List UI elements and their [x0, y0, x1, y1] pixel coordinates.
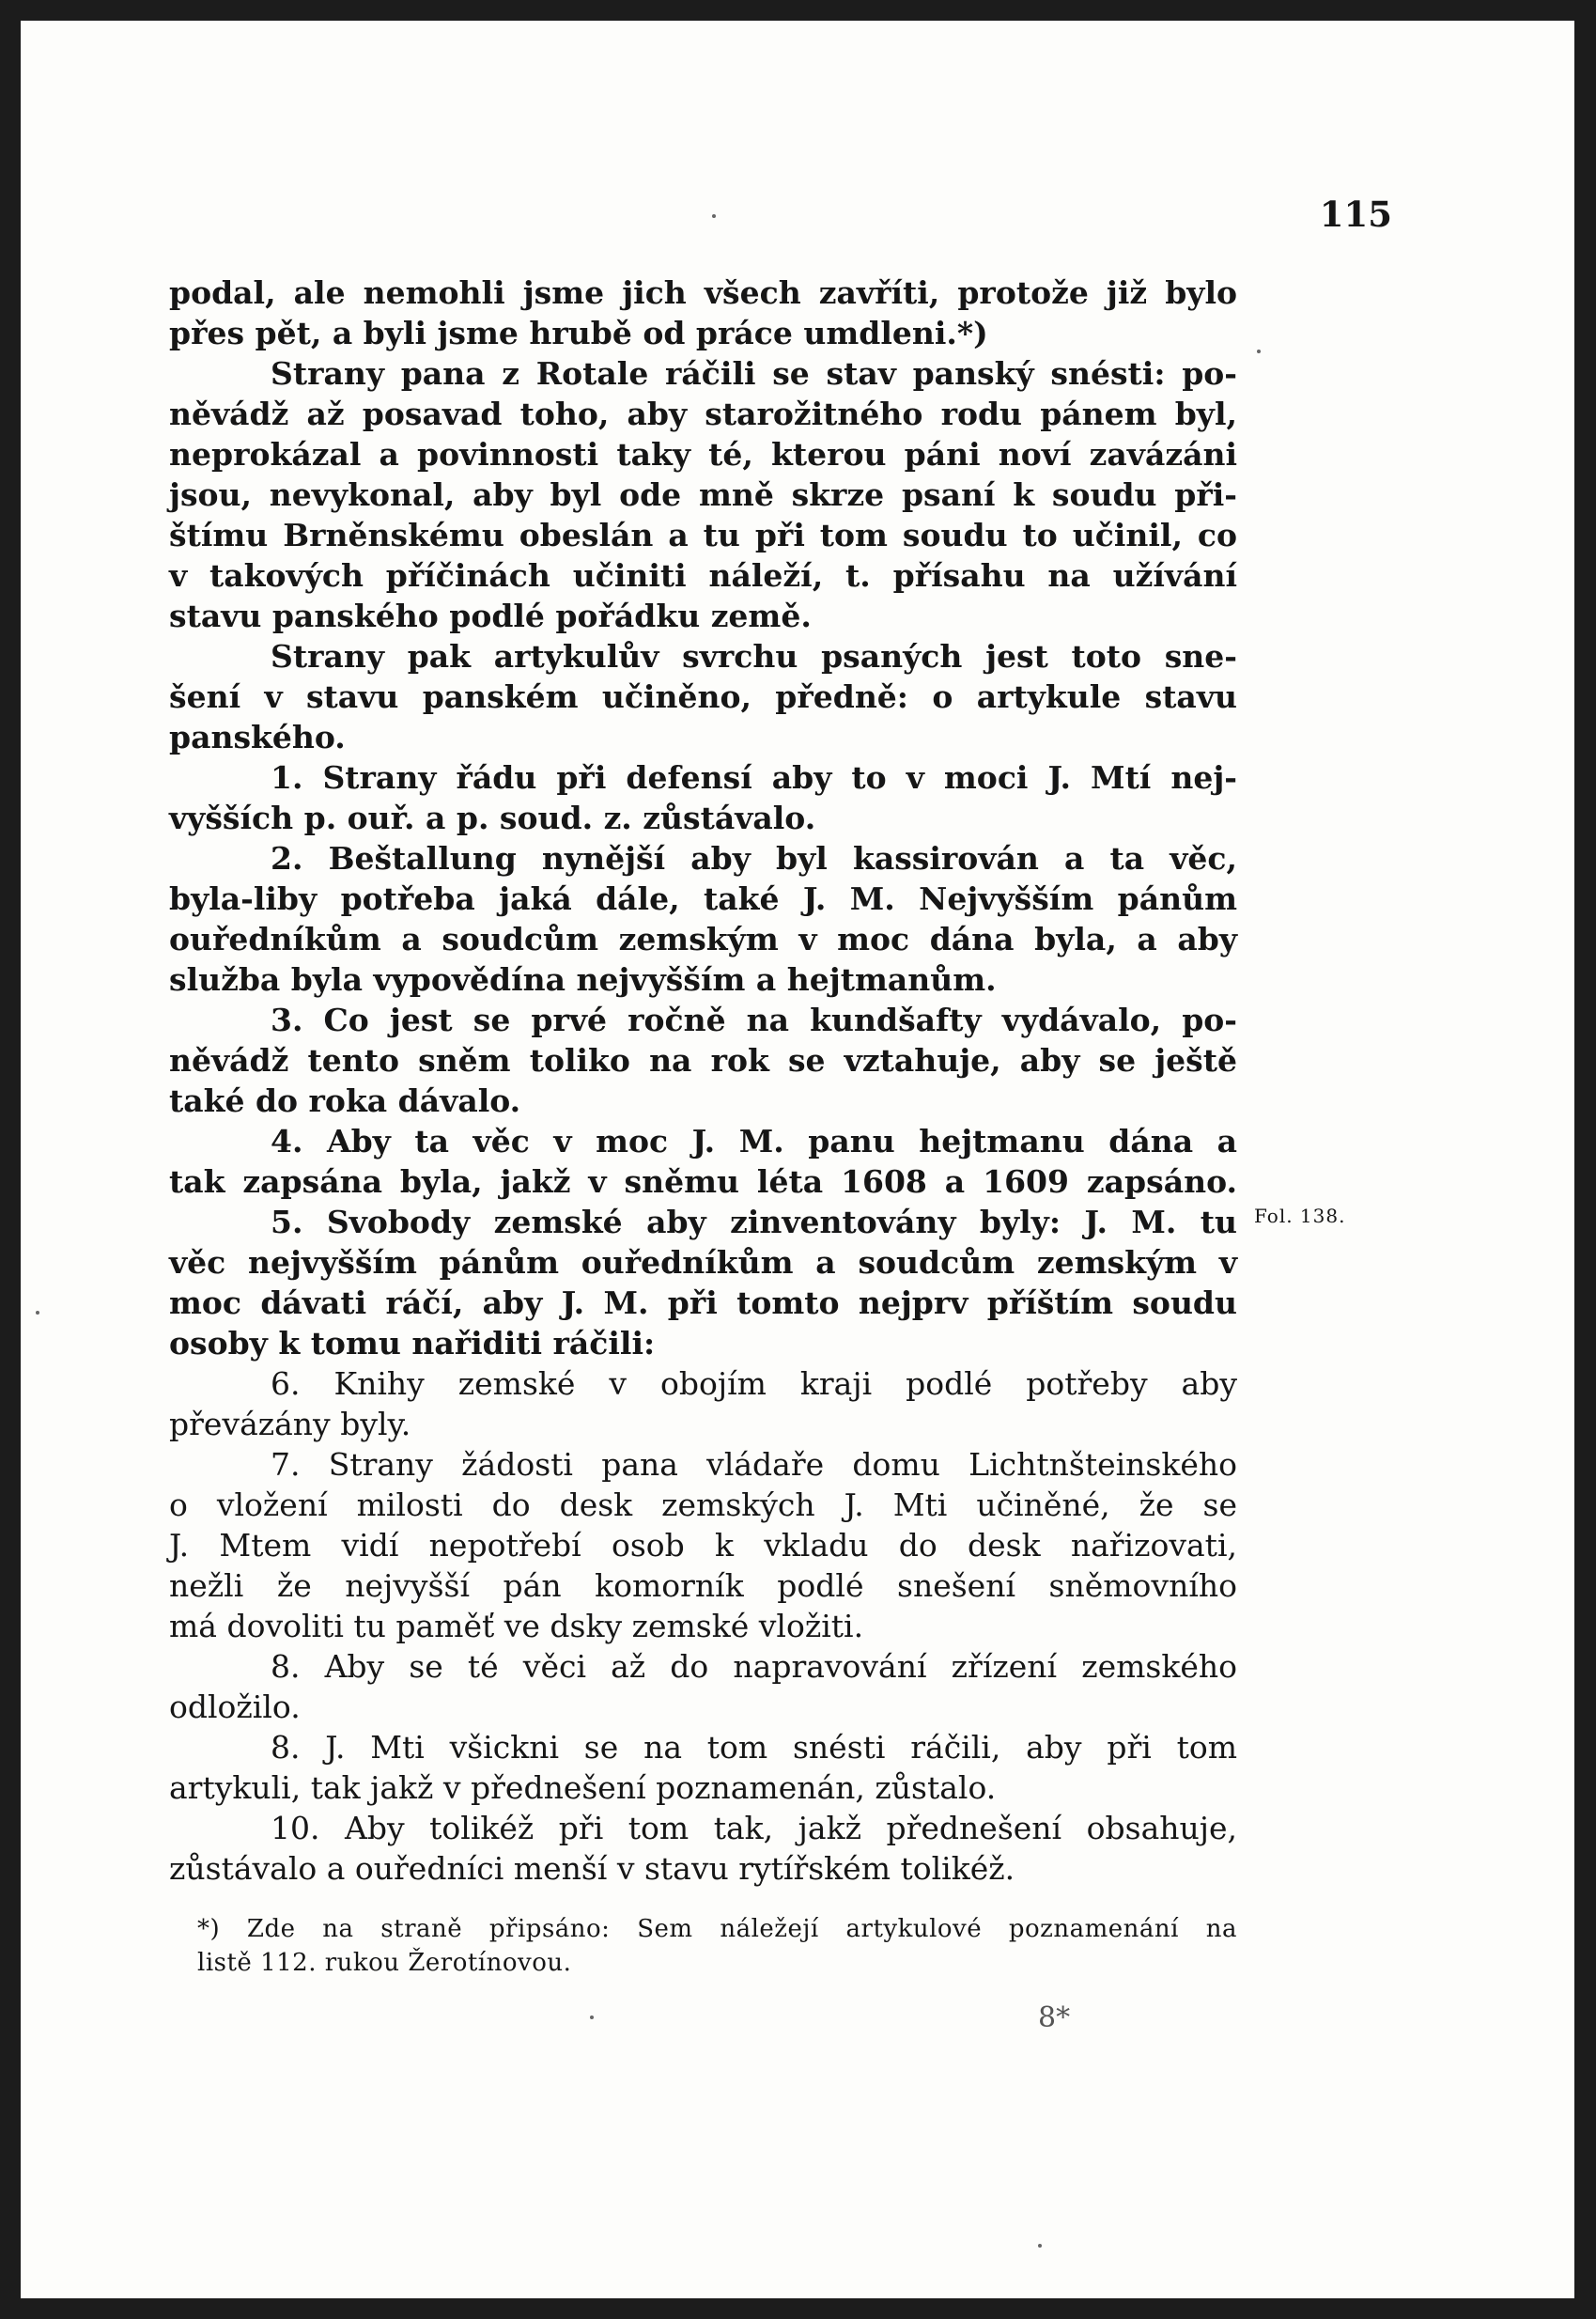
text-line: moc dávati ráčí, aby J. M. při tomto nejprv příštím soudu: [169, 1284, 1237, 1321]
text-line: věc nejvyšším pánům ouředníkům a soudcům zemským v: [169, 1244, 1237, 1281]
speck: [1257, 350, 1261, 353]
text-line: převázány byly.: [169, 1406, 411, 1442]
text-line: má dovoliti tu paměť ve dsky zemské vložiti.: [169, 1608, 864, 1644]
text-line: ouředníkům a soudcům zemským v moc dána byla, a aby: [169, 921, 1237, 957]
text-line: 8. J. Mti všickni se na tom snésti ráčili, aby při tom: [271, 1729, 1237, 1766]
text-line: nežli že nejvyšší pán komorník podlé snešení sněmovního: [169, 1567, 1237, 1604]
text-line: také do roka dávalo.: [169, 1082, 521, 1119]
text-line: 4. Aby ta věc v moc J. M. panu hejtmanu dána a: [271, 1123, 1237, 1160]
text-line: zůstávalo a ouředníci menší v stavu rytířském tolikéž.: [169, 1850, 1015, 1887]
text-line: 8. Aby se té věci až do napravování zřízení zemského: [271, 1648, 1237, 1685]
text-line: podal, ale nemohli jsme jich všech zavříti, protože již bylo: [169, 274, 1237, 311]
text-line: 3. Co jest se prvé ročně na kundšafty vydávalo, po-: [271, 1002, 1237, 1038]
speck: [1038, 2244, 1042, 2248]
text-line: vyšších p. ouř. a p. soud. z. zůstávalo.: [169, 800, 816, 836]
text-line: něvádž tento sněm toliko na rok se vztahuje, aby se ještě: [169, 1042, 1237, 1079]
text-line: Strany pana z Rotale ráčili se stav panský snésti: po-: [271, 355, 1237, 392]
text-line: služba byla vypovědína nejvyšším a hejtmanům.: [169, 961, 997, 998]
text-line: 5. Svobody zemské aby zinventovány byly: J. M. tu: [271, 1204, 1237, 1240]
text-line: 1. Strany řádu při defensí aby to v moci J. Mtí nej-: [271, 759, 1237, 796]
text-line: 7. Strany žádosti pana vládaře domu Lichtnšteinského: [271, 1446, 1237, 1483]
text-line: osoby k tomu nařiditi ráčili:: [169, 1325, 656, 1362]
text-line: tak zapsána byla, jakž v sněmu léta 1608 a 1609 zapsáno.: [169, 1163, 1237, 1200]
text-line: J. Mtem vidí nepotřebí osob k vkladu do desk nařizovati,: [169, 1527, 1237, 1564]
speck: [590, 2016, 594, 2019]
footnote: [197, 1912, 1237, 1980]
text-line: odložilo.: [169, 1689, 301, 1725]
text-line: neprokázal a povinnosti taky té, kterou páni noví zavázáni: [169, 436, 1237, 473]
footnote-line: listě 112. rukou Žerotínovou.: [197, 1949, 572, 1977]
text-line: artykuli, tak jakž v přednešení poznamenán, zůstalo.: [169, 1769, 997, 1806]
speck: [712, 214, 716, 218]
body-text: [169, 272, 1237, 1889]
text-line: jsou, nevykonal, aby byl ode mně skrze psaní k soudu při-: [169, 476, 1237, 513]
text-line: panského.: [169, 719, 346, 755]
text-line: něvádž až posavad toho, aby starožitného rodu pánem byl,: [169, 396, 1237, 432]
margin-note: Fol. 138.: [1254, 1205, 1346, 1227]
text-line: byla-liby potřeba jaká dále, také J. M. Nejvyšším pánům: [169, 880, 1237, 917]
speck: [36, 1311, 39, 1315]
text-line: přes pět, a byli jsme hrubě od práce umdleni.*): [169, 315, 988, 351]
text-line: 10. Aby tolikéž při tom tak, jakž přednešení obsahuje,: [271, 1810, 1237, 1846]
page-number: 115: [1319, 194, 1392, 235]
text-line: stavu panského podlé pořádku země.: [169, 598, 812, 634]
footnote-line: *) Zde na straně připsáno: Sem náležejí artykulové poznamenání na: [197, 1915, 1237, 1943]
signature-mark: 8*: [1038, 2001, 1071, 2034]
text-line: štímu Brněnskému obeslán a tu při tom soudu to učinil, co: [169, 517, 1237, 553]
text-line: 2. Beštallung nynější aby byl kassirován a ta věc,: [271, 840, 1237, 877]
text-line: Strany pak artykulův svrchu psaných jest toto sne-: [271, 638, 1237, 675]
text-line: šení v stavu panském učiněno, předně: o artykule stavu: [169, 678, 1237, 715]
text-line: o vložení milosti do desk zemských J. Mti učiněné, že se: [169, 1486, 1237, 1523]
text-line: 6. Knihy zemské v obojím kraji podlé potřeby aby: [271, 1365, 1237, 1402]
text-line: v takových příčinách učiniti náleží, t. přísahu na užívání: [169, 557, 1237, 594]
